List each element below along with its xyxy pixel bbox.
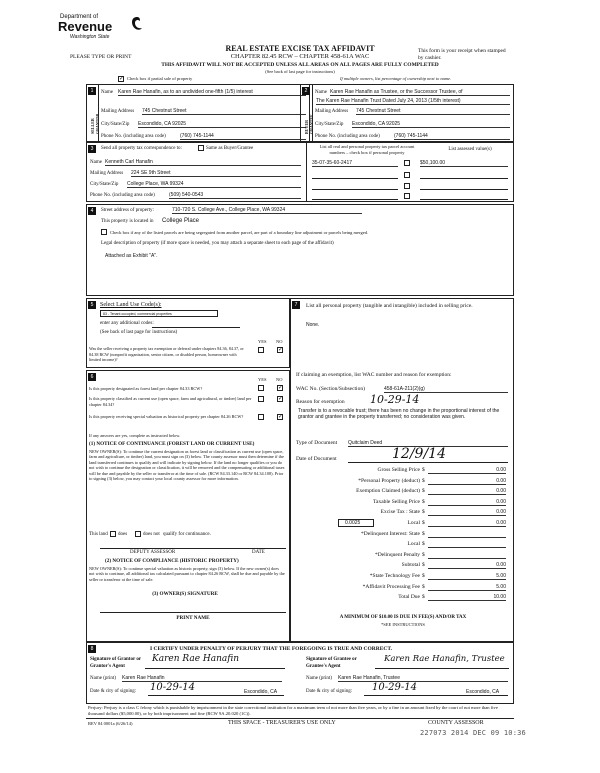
forest-yes-checkbox[interactable] [258,385,264,391]
multiple-owners-note: If multiple owners, list percentage of ownership next to name. [340,76,452,81]
section-2-badge: 2 [302,87,310,95]
dept-line3: Washington State [70,34,110,40]
grantee-name-label: Name (print) [306,676,332,681]
tax-row-label: *Delinquent Interest: State [361,530,420,537]
partial-sale-checkbox[interactable]: ✓ [119,75,125,82]
tax-row-dollar: $ [422,530,425,537]
seller-side-label: SELLER GRANTOR [90,113,100,134]
tax-corr-phone-field[interactable]: (509) 540-0543 [169,192,301,199]
parcel-number-1[interactable]: 35-07-35-60-2417 [312,160,398,167]
reason-text: Transfer is to a revocable trust; there has been no change in the proportional interest of the grantor and grantee in the property transferred; no consideration was given. [298,408,500,420]
section-7-badge: 7 [292,301,300,309]
land-use-select[interactable]: 83 - Tenant occupied, commercial properties [100,310,218,317]
deputy-date-label: DATE [252,550,265,555]
tax-corr-city-field[interactable]: College Place, WA 99324 [127,181,301,188]
buyer-name-label: Name [315,90,327,95]
historic-question: Is this property receiving special valuation as historical property per chapter 84.26 RCW? [89,414,244,419]
buyer-city-field[interactable]: Escondido, CA 92025 [352,121,510,128]
parcel-3-personal-checkbox[interactable] [404,183,410,189]
exemption-no-checkbox[interactable]: ✓ [278,346,284,353]
this-land-label: This land [89,532,108,537]
tax-corr-label: Send all property tax correspondence to: [101,146,182,151]
doc-type-label: Type of Document [296,440,338,446]
section-6-no: NO [276,377,283,382]
assessed-value-1[interactable]: $50,100.00 [420,160,508,167]
print-name-label: PRINT NAME [176,615,210,621]
parcel-header: List all real and personal property tax parcel account numbers – check box if personal property [319,144,415,155]
tax-row-dollar: $ [422,488,425,495]
tax-corr-name-field[interactable]: Kenneth Carl Hanafin [105,159,301,166]
tax-row-label: Local [407,541,420,548]
tax-row-value[interactable] [428,552,506,559]
tax-row-value[interactable] [428,531,506,538]
land-use-see-back: (See back of last page for instructions) [100,330,178,335]
personal-property-label: List all personal property (tangible and intangible) included in selling price. [306,303,473,309]
doc-date-label: Date of Document [296,456,337,462]
grantor-date[interactable]: 10-29-14 [150,682,195,693]
doc-type-field[interactable]: Quitclaim Deed [348,440,508,447]
forest-question: Is this property designated as forest land per chapter 84.33 RCW? [89,386,203,391]
please-type: PLEASE TYPE OR PRINT [70,54,132,60]
legal-label: Legal description of property (if more space is needed, you may attach a separate sheet to each page of the affidavit) [101,241,334,246]
seller-phone-label: Phone No. (including area code) [101,134,166,139]
form-chapter: CHAPTER 82.45 RCW – CHAPTER 458-61A WAC [230,53,370,60]
doc-date-handwritten: 12/9/14 [392,446,446,462]
grantee-signature-label: Signature of Grantee or Grantee's Agent [306,657,357,669]
tax-row-dollar: $ [422,477,425,484]
not-accepted-note: THIS AFFIDAVIT WILL NOT BE ACCEPTED UNLESS ALL AREAS ON ALL PAGES ARE FULLY COMPLETED [161,62,439,68]
county-assessor-label: COUNTY ASSESSOR [428,720,484,726]
grantee-name-field[interactable]: Karen Rae Hanafin, Trustee [338,675,508,682]
same-as-buyer-label: Same as Buyer/Grantee [206,146,254,151]
attached-value: Attached as Exhibit "A". [105,253,158,259]
tax-row-value[interactable]: 5.00 [428,584,506,591]
receipt-stamp: 227073 2014 DEC 09 10:36 [420,729,526,737]
tax-row-dollar: $ [422,467,425,473]
section-3-badge: 3 [88,145,96,153]
tax-row-value[interactable]: 0.00 [428,509,506,516]
certify-statement: I CERTIFY UNDER PENALTY OF PERJURY THAT THE FOREGOING IS TRUE AND CORRECT. [150,646,393,652]
tax-row-label: *Delinquent Penalty [374,551,420,558]
reason-label: Reason for exemption [296,399,345,405]
tax-row-value[interactable]: 0.00 [428,467,506,474]
tax-corr-mailing-field[interactable]: 224 SE 9th Street [131,170,301,177]
tax-row-label: Taxable Selling Price [373,498,420,505]
tax-row-label: *State Technology Fee [369,573,420,579]
grantor-name-label: Name (print) [90,676,116,681]
owner-signature-label: (3) OWNER(S) SIGNATURE [152,591,218,597]
partial-sale-label: Check box if partial sale of property [127,76,193,81]
grantor-name-field[interactable]: Karen Rae Hanafin [122,675,282,682]
seller-mailing-field[interactable]: 745 Chestnut Street [142,108,306,115]
tax-row-dollar: $ [422,562,425,569]
deputy-assessor-label: DEPUTY ASSESSOR [130,550,176,555]
segregated-checkbox[interactable] [101,229,107,235]
tax-row-value[interactable]: 0.00 [428,499,506,506]
seller-phone-field[interactable]: (760) 745-1144 [180,133,306,140]
grantee-city: Escondido, CA [466,689,500,695]
tax-corr-phone-label: Phone No. (including area code) [90,193,155,198]
grantor-city: Escondido, CA [244,689,278,695]
forest-no-checkbox[interactable]: ✓ [278,384,284,391]
grantee-date[interactable]: 10-29-14 [372,682,417,693]
buyer-mailing-field[interactable]: 745 Chestnut Street [356,108,510,115]
notice1-body: NEW OWNER(S): To continue the current designation as forest land or classification as current use (open space, farm and agriculture, or timber) land, you must sign on (3) below. The county assessor must then determine if the land transferred continues to qualify and will indicate by signing below. If the land no longer qualifies or you do not wish to continue the designation or classification, it will be removed and the compensating or additional taxes will be due and payable by the seller or transferor at the time of sale. (RCW 84.33.140 or RCW 84.34.108). Prior to signing (3) below, you may contact your local county assessor for more information. [89,449,285,482]
buyer-phone-field[interactable]: (760) 745-1144 [394,133,510,140]
land-use-yes: YES [258,339,267,344]
historic-yes-checkbox[interactable] [258,414,264,420]
grantee-date-label: Date & city of signing: [306,689,353,694]
minimum-note: A MINIMUM OF $10.00 IS DUE IN FEE(S) AND/OR TAX [339,615,467,620]
same-as-buyer-checkbox[interactable] [198,145,204,151]
seller-city-label: City/State/Zip [101,122,130,127]
current-use-question: Is this property classified as current use (open space, farm and agricultural, or timber) land per chapter 84.34? [89,396,252,407]
segregated-label: Check box if any of the listed parcels are being segregated from another parcel, are part of a boundary line adjustment or parcels being merged. [110,230,369,235]
seller-name-label: Name [101,90,113,95]
buyer-name-line2[interactable]: The Karen Rae Hanafin Trust Dated July 24, 2013 (1/5th interest) [316,98,510,105]
local-rate-field[interactable]: 0.0025 [338,519,374,527]
notice2-title: (2) NOTICE OF COMPLIANCE (HISTORIC PROPERTY) [105,558,239,564]
dept-line2: Revenue [58,19,113,34]
form-rev: REV 84 0001a (6/26/14) [88,721,133,726]
seller-mailing-label: Mailing Address [101,109,135,114]
tax-row-label: *Affidavit Processing Fee [362,583,420,590]
grantor-date-label: Date & city of signing: [90,689,137,694]
treasurer-use: THIS SPACE - TREASURER'S USE ONLY [228,720,336,726]
section-4-badge: 4 [88,207,96,215]
assessed-header: List assessed value(s) [448,147,492,152]
wac-label: WAC No. (Section/Subsection) [296,386,365,392]
exemption-question: Was the seller receiving a property tax exemption or deferral under chapters 84.36, 84.37, or 84.38 RCW (nonprofit organization, senior citizen, or disabled person, homeowner with limited income)? [89,346,244,362]
tax-row-label: Total Due [398,594,420,601]
section-8-badge: 8 [88,645,96,653]
buyer-phone-label: Phone No. (including area code) [315,134,380,139]
section-6-yes: YES [258,377,267,382]
grantor-signature[interactable]: Karen Rae Hanafin [152,654,240,664]
form-title: REAL ESTATE EXCISE TAX AFFIDAVIT [225,44,375,53]
dept-line1: Department of [60,14,99,20]
see-back-note: (See back of last page for instructions) [265,69,335,74]
if-yes-note: If any answers are yes, complete as instructed below. [89,433,181,438]
tax-corr-city-label: City/State/Zip [90,182,119,187]
tax-row-dollar: $ [422,541,425,548]
dor-emblem-icon [130,16,144,32]
parcel-2-personal-checkbox[interactable] [404,172,410,178]
tax-row-dollar: $ [422,520,425,526]
additional-codes-label: enter any additional codes: [100,321,154,326]
land-use-no: NO [276,339,283,344]
qualify-label: qualify for continuance. [163,532,211,537]
section-5-badge: 5 [88,301,96,309]
tax-corr-mailing-label: Mailing Address [90,171,124,176]
tax-row-label: Subtotal [401,562,420,569]
grantee-signature[interactable]: Karen Rae Hanafin, Trustee [384,654,505,664]
tax-row-label: *Personal Property (deduct) [358,477,420,484]
tax-row-value[interactable] [428,541,506,548]
tax-row-label: Exemption Claimed (deduct) [356,488,420,495]
tax-row-value[interactable]: 0.00 [428,478,506,485]
seller-name-field[interactable]: Karen Rae Hanafin, as to an undivided one-fifth (1/5) interest [118,89,306,96]
located-label: This property is located in [101,219,154,224]
street-label: Street address of property: [101,208,154,213]
buyer-side-label: BUYER GRANTEE [304,114,314,134]
historic-no-checkbox[interactable]: ✓ [278,413,284,420]
parcel-1-personal-checkbox[interactable] [404,160,410,166]
located-value: College Place [162,218,200,224]
tax-row-label: Local [407,520,420,526]
tax-row-value[interactable]: 5.00 [428,573,506,580]
exemption-label: If claiming an exemption, list WAC number and reason for exemption: [296,372,452,378]
tax-row-dollar: $ [422,583,425,590]
see-instructions: *SEE INSTRUCTIONS [381,622,425,627]
current-use-no-checkbox[interactable]: ✓ [278,395,284,402]
parcel-4-personal-checkbox[interactable] [404,193,410,199]
perjury-note: Perjury: Perjury is a class C felony which is punishable by imprisonment in the state correctional institution for a maximum term of not more than five years, or by a fine in an amount fixed by the court of not more than five thousand dollars ($5,000.00), or by both imprisonment and fine (RCW 9A.20.020 (1C)). [88,705,498,716]
tax-row-value[interactable]: 10.00 [428,594,506,601]
tax-row-dollar: $ [422,498,425,505]
current-use-yes-checkbox[interactable] [258,396,264,402]
section-1-badge: 1 [88,87,96,95]
wac-field[interactable]: 458-61A-211(2)(g) [384,386,508,393]
land-use-label: Select Land Use Code(s): [100,302,162,308]
seller-city-field[interactable]: Escondido, CA 92025 [138,121,306,128]
tax-row-dollar: $ [422,551,425,558]
notice2-body: NEW OWNER(S): To continue special valuation as historic property, sign (3) below. If the new owner(s) does not wish to continue, all additional tax calculated pursuant to chapter 84.26 RCW, shall be due and payable by the seller or transferor at the time of sale. [89,566,285,582]
does-not-label: does not [143,532,160,537]
buyer-mailing-label: Mailing Address [315,109,349,114]
tax-corr-name-label: Name [90,160,102,165]
buyer-city-label: City/State/Zip [315,122,344,127]
buyer-name-line1[interactable]: Karen Rae Hanafin as Trustee, or the Successor Trustee, of [330,89,510,96]
exemption-yes-checkbox[interactable] [258,347,264,353]
does-checkbox[interactable] [110,531,116,537]
tax-row-value[interactable]: 0.00 [428,520,506,527]
tax-row-value[interactable]: 0.00 [428,488,506,495]
grantor-signature-label: Signature of Grantor or Grantor's Agent [90,657,141,669]
receipt-note: This form is your receipt when stamped by cashier. [418,48,506,61]
street-field[interactable]: 710-720 S. College Ave., College Place, WA 99324 [172,207,362,214]
property-section [86,204,514,296]
reason-handwritten: 10-29-14 [370,393,420,406]
notice1-title: (1) NOTICE OF CONTINUANCE (FOREST LAND OR CURRENT USE) [89,441,255,447]
tax-row-label: Excise Tax : State [380,509,420,516]
does-not-checkbox[interactable] [135,531,141,537]
does-label: does [118,532,128,537]
tax-row-dollar: $ [422,594,425,601]
personal-property-value: None. [306,322,320,328]
section-6-badge: 6 [88,373,96,381]
tax-row-dollar: $ [422,573,425,579]
tax-row-label: Gross Selling Price [377,467,420,473]
tax-row-dollar: $ [422,509,425,516]
tax-row-value[interactable]: 0.00 [428,562,506,569]
section-6-box [86,370,290,642]
